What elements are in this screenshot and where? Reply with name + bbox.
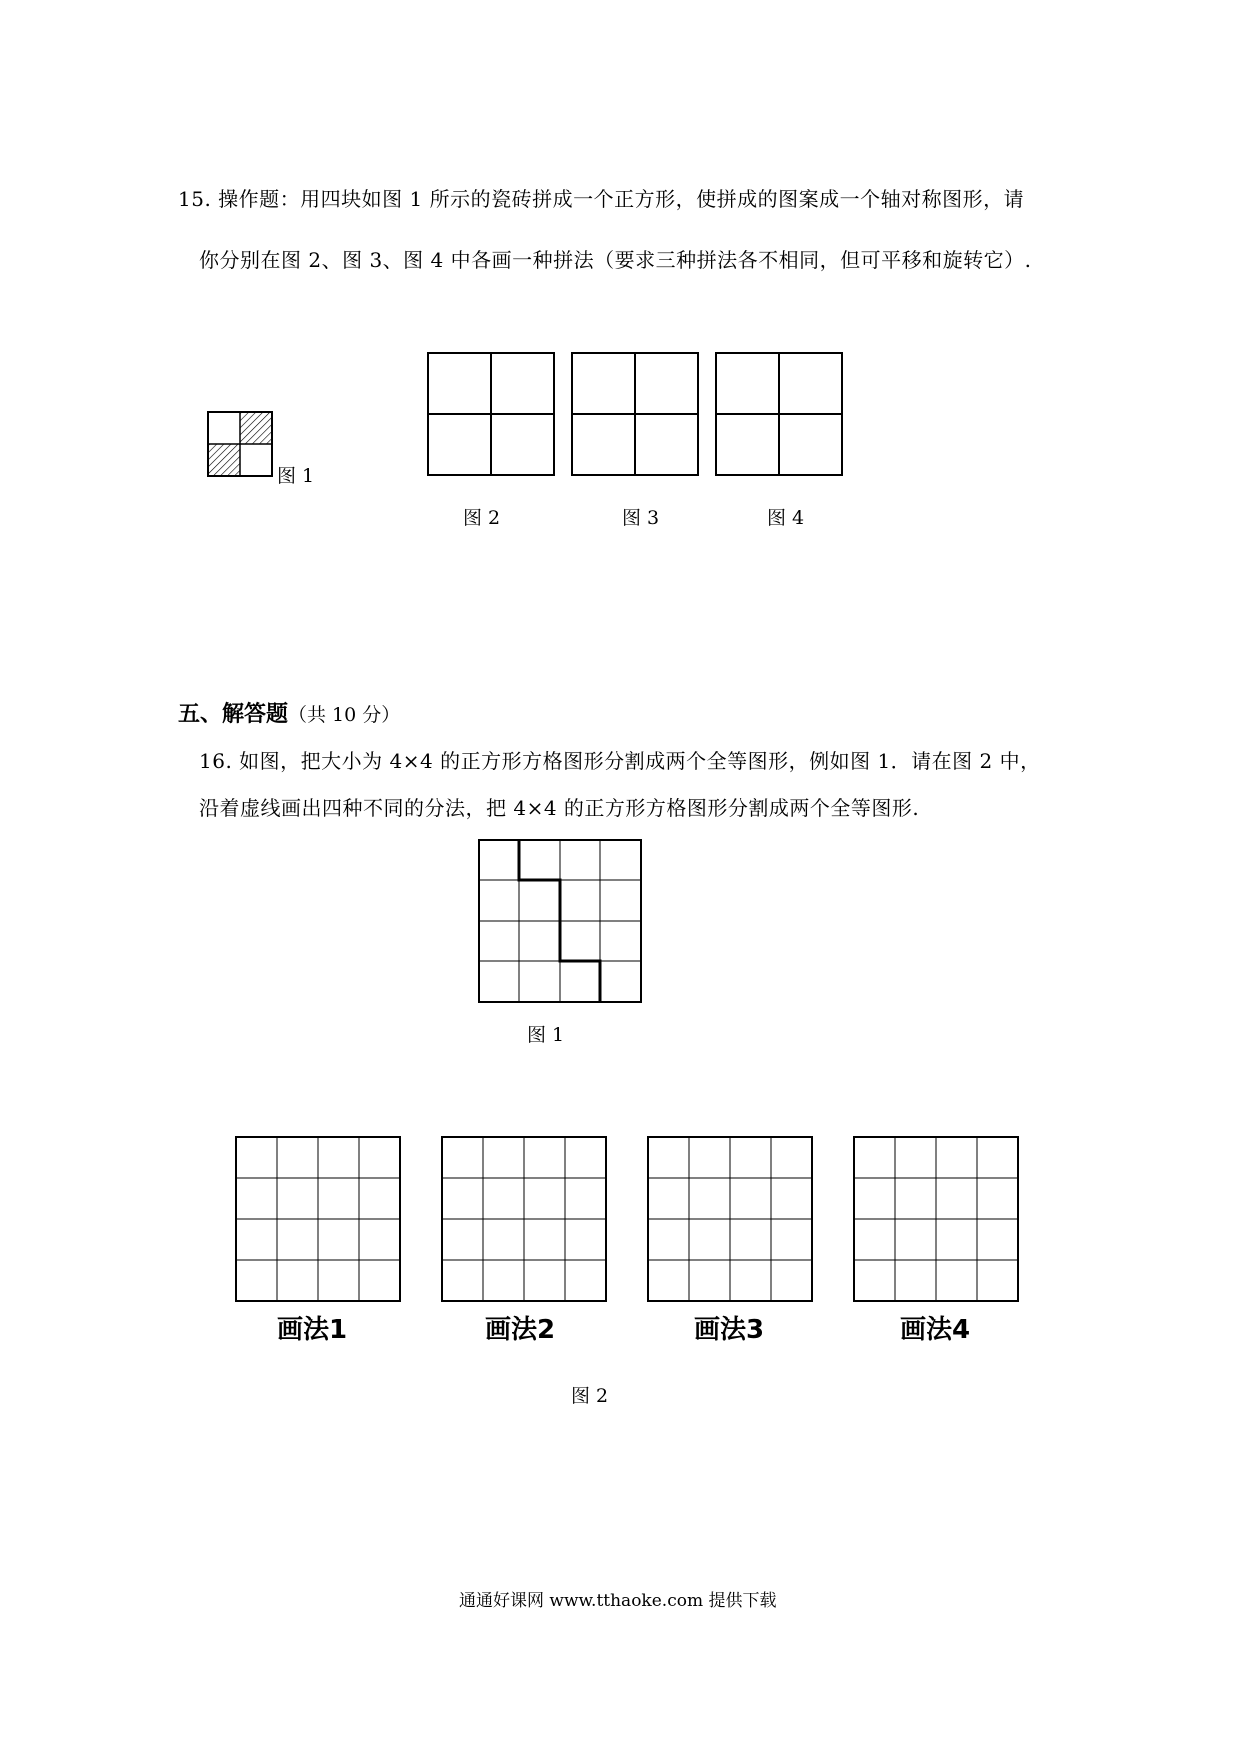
section-title bbox=[178, 697, 400, 728]
q16-fig1-label: 图 1 bbox=[527, 1024, 565, 1046]
q15-grid-fig2[interactable] bbox=[427, 352, 555, 476]
method3-label: 画法3 bbox=[694, 1315, 765, 1345]
section-score-note: （共 10 分） bbox=[288, 704, 401, 726]
method4-label: 画法4 bbox=[900, 1315, 971, 1345]
section-title-text: 五、解答题 bbox=[178, 702, 289, 727]
q15-fig3-label: 图 3 bbox=[622, 507, 660, 529]
q16-line2: 沿着虚线画出四种不同的分法，把 4×4 的正方形方格图形分割成两个全等图形. bbox=[199, 796, 920, 820]
q15-fig4-label: 图 4 bbox=[767, 507, 805, 529]
q15-line1: 15. 操作题：用四块如图 1 所示的瓷砖拼成一个正方形，使拼成的图案成一个轴对称图形，请 bbox=[178, 187, 1025, 211]
q16-line1: 16. 如图，把大小为 4×4 的正方形方格图形分割成两个全等图形，例如图 1．请在图 2 中， bbox=[199, 749, 1041, 773]
q16-fig2-label: 图 2 bbox=[571, 1385, 609, 1407]
q15-line2: 你分别在图 2、图 3、图 4 中各画一种拼法（要求三种拼法各不相同，但可平移和旋转它）. bbox=[199, 248, 1032, 272]
page-footer: 通通好课网 www.tthaoke.com 提供下载 bbox=[459, 1591, 777, 1611]
q16-example-grid bbox=[478, 839, 642, 1003]
q16-grid-method1[interactable] bbox=[235, 1136, 401, 1302]
q16-grid-method3[interactable] bbox=[647, 1136, 813, 1302]
q15-grid-fig4[interactable] bbox=[715, 352, 843, 476]
q16-grid-method4[interactable] bbox=[853, 1136, 1019, 1302]
method1-label: 画法1 bbox=[277, 1315, 348, 1345]
q15-fig2-label: 图 2 bbox=[463, 507, 501, 529]
q15-fig1-label: 图 1 bbox=[277, 465, 315, 487]
q16-grid-method2[interactable] bbox=[441, 1136, 607, 1302]
q15-grid-fig3[interactable] bbox=[571, 352, 699, 476]
method2-label: 画法2 bbox=[485, 1315, 556, 1345]
q15-tile-figure bbox=[207, 411, 273, 477]
